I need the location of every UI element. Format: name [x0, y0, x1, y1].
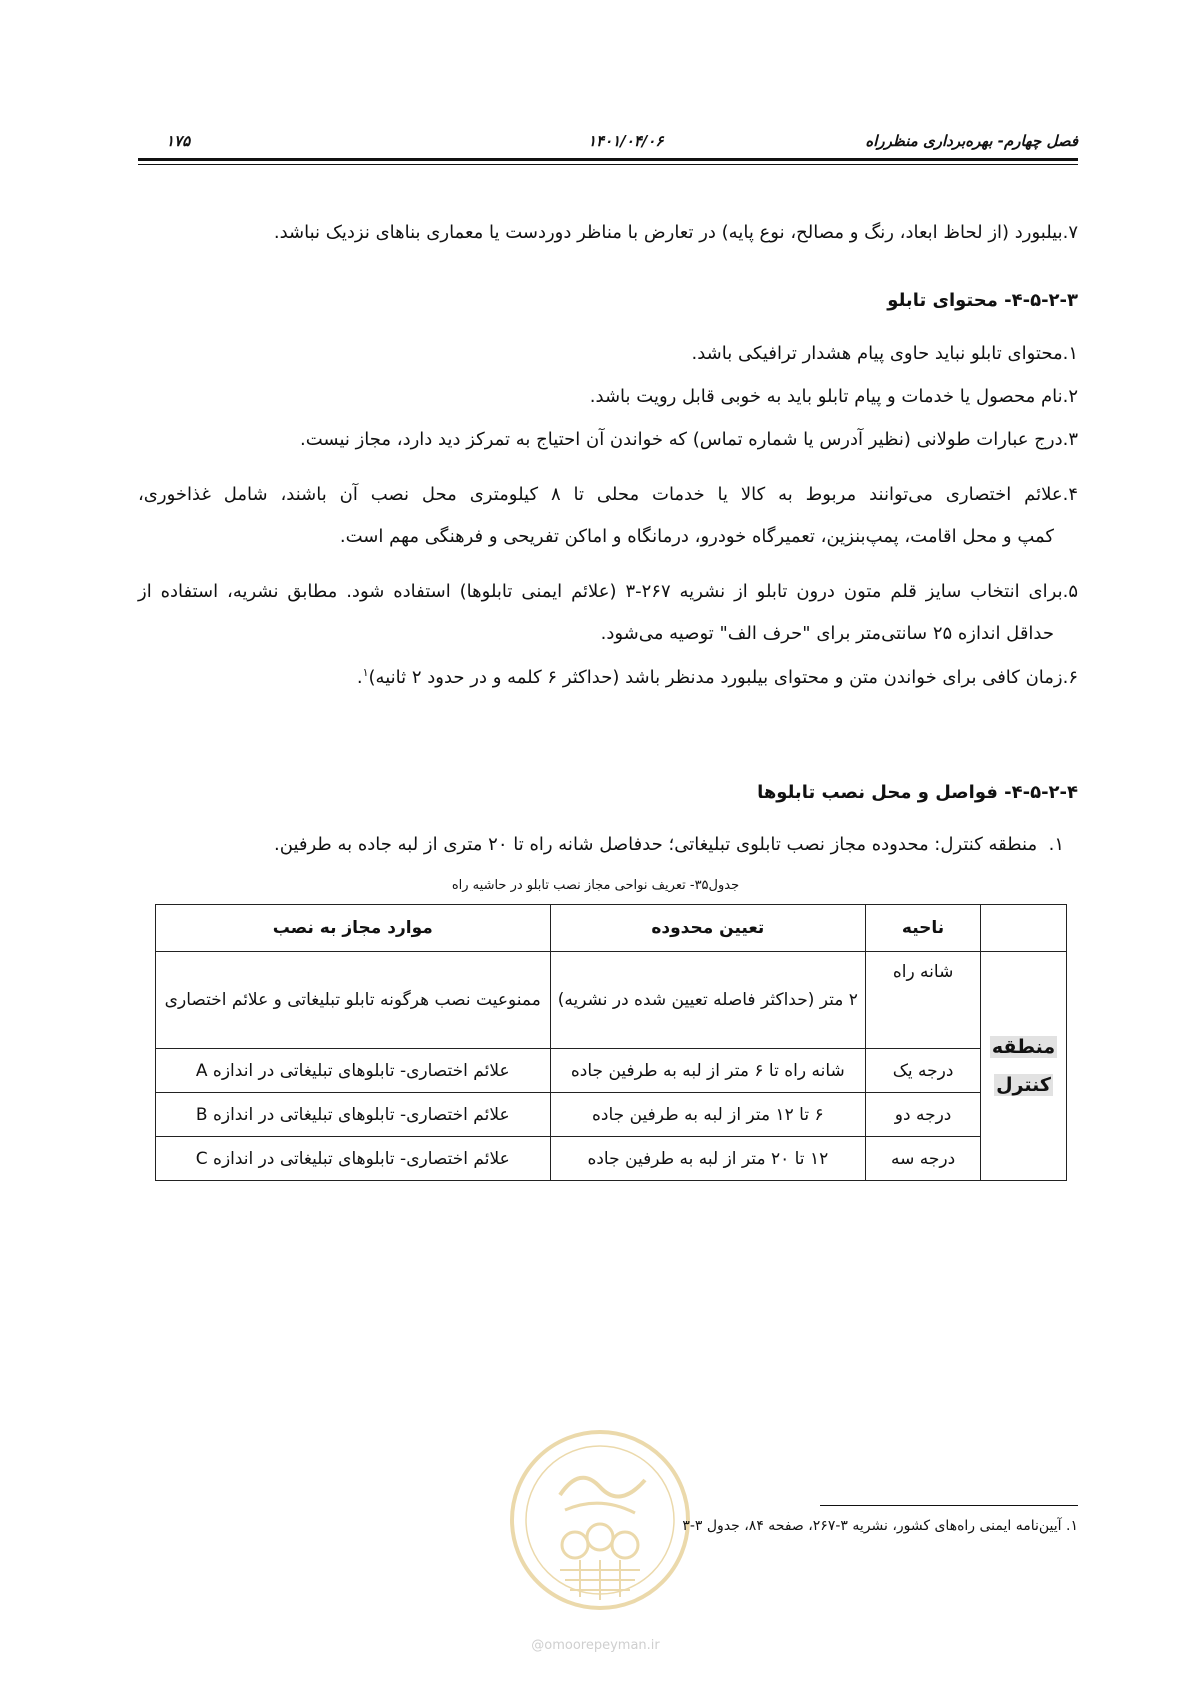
- header-rule-thick: [138, 158, 1078, 161]
- header-rule-thin: [138, 164, 1078, 165]
- range-cell: ۲ متر (حداکثر فاصله تعیین شده در نشریه): [550, 952, 866, 1049]
- section-heading-content: ۴-۵-۲-۳- محتوای تابلو: [887, 290, 1078, 311]
- allowed-cell: علائم اختصاری- تابلوهای تبلیغاتی در اندازه C: [156, 1137, 551, 1181]
- table-header-allowed: موارد مجاز به نصب: [156, 905, 551, 952]
- page-header: [138, 128, 1078, 154]
- list-item: ۱.محتوای تابلو نباید حاوی پیام هشدار ترافیکی باشد.: [691, 343, 1078, 364]
- range-cell: ۱۲ تا ۲۰ متر از لبه به طرفین جاده: [550, 1137, 866, 1181]
- list-item-text: منطقه کنترل: محدوده مجاز نصب تابلوی تبلیغاتی؛ حدفاصل شانه راه تا ۲۰ متری از لبه جاده به طرفین.: [274, 834, 1038, 855]
- area-cell: درجه دو: [866, 1093, 981, 1137]
- list-item: ۴.علائم اختصاری می‌توانند مربوط به کالا یا خدمات محلی تا ۸ کیلومتری محل نصب آن باشند، شامل غذاخوری،: [138, 484, 1078, 505]
- list-item: ۳.درج عبارات طولانی (نظیر آدرس یا شماره تماس) که خواندن آن احتیاج به تمرکز دید دارد، مجاز نیست.: [299, 429, 1078, 450]
- table-header-area: ناحیه: [866, 905, 981, 952]
- area-cell: درجه یک: [866, 1049, 981, 1093]
- footnote: ۱. آیین‌نامه ایمنی راه‌های کشور، نشریه ۳-۲۶۷، صفحه ۸۴، جدول ۳-۳: [682, 1518, 1078, 1534]
- page-number: ۱۷۵: [166, 132, 191, 150]
- list-item: ۵.برای انتخاب سایز قلم متون درون تابلو از نشریه ۲۶۷-۳ (علائم ایمنی تابلوها) استفاده شود. مطابق نشریه، استفاده از: [138, 581, 1078, 602]
- header-date: ۱۴۰۱/۰۴/۰۶: [588, 132, 664, 150]
- table-caption: جدول۳۵- تعریف نواحی مجاز نصب تابلو در حاشیه راه: [451, 878, 740, 893]
- list-number: ۱.: [1048, 834, 1064, 855]
- footnote-reference[interactable]: ۱: [362, 666, 369, 679]
- area-cell: شانه راه: [866, 952, 981, 1049]
- watermark-logo: [505, 1425, 695, 1615]
- zone-label-line: کنترل: [996, 1074, 1051, 1096]
- zone-label-line: منطقه: [991, 1036, 1056, 1058]
- table-header-row: [156, 905, 1067, 952]
- list-item-continuation: کمپ و محل اقامت، پمپ‌بنزین، تعمیرگاه خودرو، درمانگاه و اماکن تفریحی و فرهنگی مهم است.: [339, 526, 1054, 547]
- zone-label-cell: [981, 952, 1067, 1181]
- list-item: ۶.زمان کافی برای خواندن متن و محتوای بیلبورد مدنظر باشد (حداکثر ۶ کلمه و در حدود ۲ ثانیه)$^۱$.: [356, 666, 1078, 688]
- table-row: [156, 1093, 1067, 1137]
- table-header-zone: [981, 905, 1067, 952]
- chapter-title: فصل چهارم- بهره‌برداری منظرراه: [865, 132, 1078, 150]
- section-heading-spacing: ۴-۵-۲-۴- فواصل و محل نصب تابلوها: [757, 782, 1078, 803]
- table-row: [156, 1137, 1067, 1181]
- allowed-cell: ممنوعیت نصب هرگونه تابلو تبلیغاتی و علائم اختصاری: [156, 952, 551, 1049]
- list-item: ۷.بیلبورد (از لحاظ ابعاد، رنگ و مصالح، نوع پایه) در تعارض با مناظر دوردست یا معماری بناهای نزدیک نباشد.: [273, 222, 1078, 243]
- range-cell: شانه راه تا ۶ متر از لبه به طرفین جاده: [550, 1049, 866, 1093]
- area-cell: درجه سه: [866, 1137, 981, 1181]
- allowed-cell: علائم اختصاری- تابلوهای تبلیغاتی در اندازه B: [156, 1093, 551, 1137]
- table-header-range: تعیین محدوده: [550, 905, 866, 952]
- allowed-cell: علائم اختصاری- تابلوهای تبلیغاتی در اندازه A: [156, 1049, 551, 1093]
- list-item-text: ۶.زمان کافی برای خواندن متن و محتوای بیلبورد مدنظر باشد (حداکثر ۶ کلمه و در حدود ۲ ثانیه): [368, 667, 1078, 688]
- list-item-continuation: حداقل اندازه ۲۵ سانتی‌متر برای "حرف الف" توصیه می‌شود.: [600, 623, 1054, 644]
- range-cell: ۶ تا ۱۲ متر از لبه به طرفین جاده: [550, 1093, 866, 1137]
- table-row: [156, 952, 1067, 1049]
- list-item: [274, 834, 1064, 855]
- zone-table: [155, 904, 1067, 1181]
- table-row: [156, 1049, 1067, 1093]
- watermark-url: @omoorepeyman.ir: [531, 1638, 660, 1653]
- footnote-divider: [820, 1505, 1078, 1506]
- list-item: ۲.نام محصول یا خدمات و پیام تابلو باید به خوبی قابل رویت باشد.: [589, 386, 1078, 407]
